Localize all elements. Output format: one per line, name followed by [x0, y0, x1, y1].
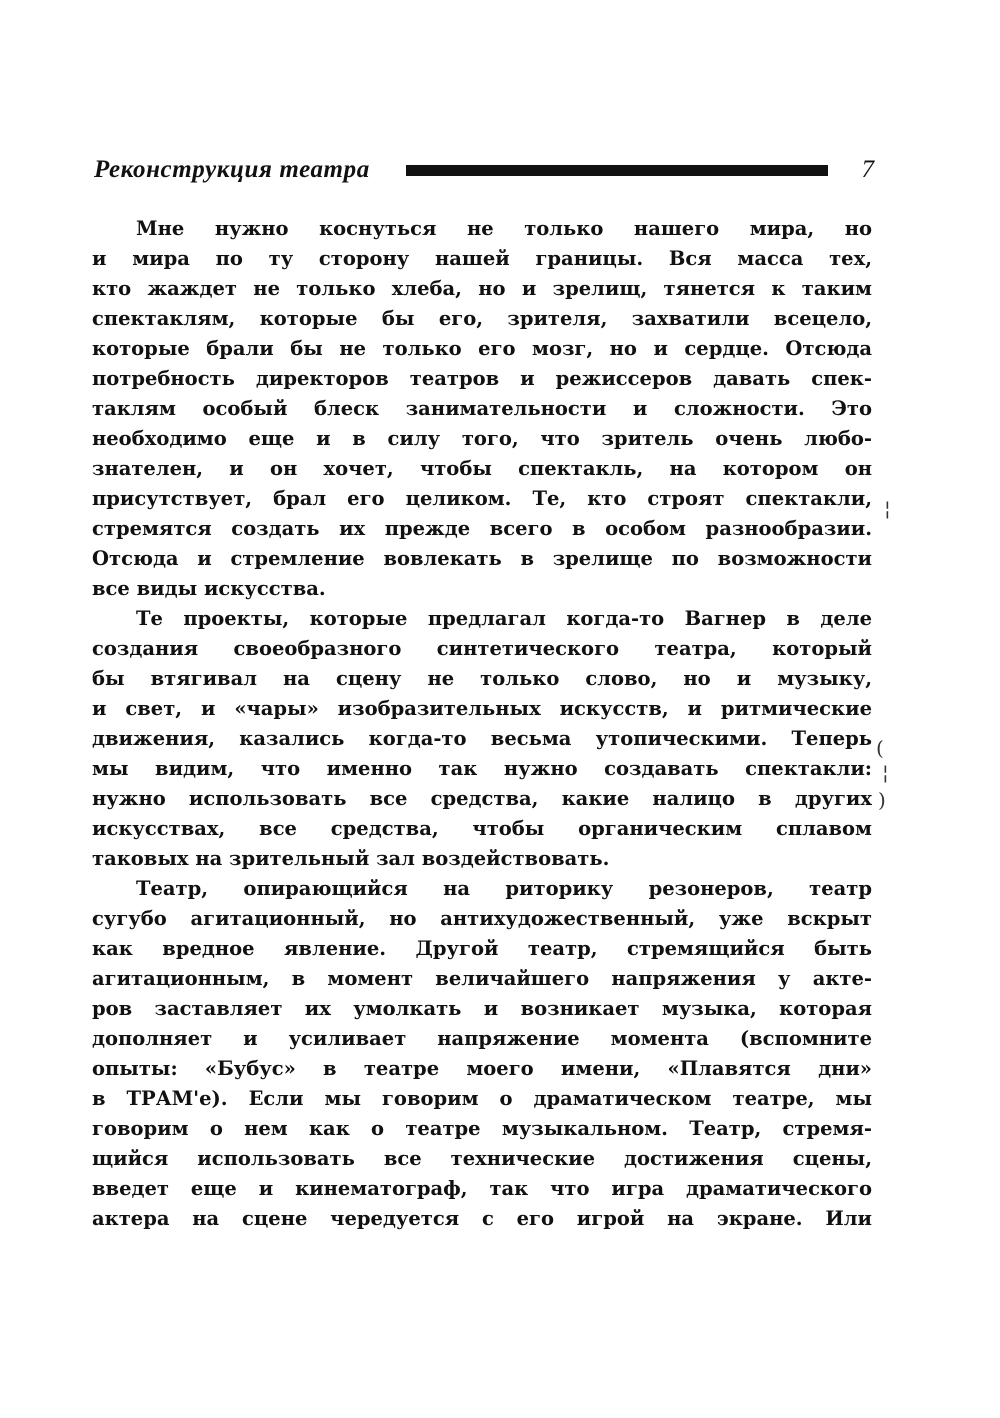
text-line: сугубо агитационный, но антихудожественный, уже вскрыт	[92, 907, 872, 930]
text-line: присутствует, брал его целиком. Те, кто строят спектакли,	[92, 487, 872, 510]
margin-mark: (	[876, 736, 884, 760]
text-line: агитационным, в момент величайшего напряжения у акте-	[92, 967, 872, 990]
text-line: щийся использовать все технические достижения сцены,	[92, 1147, 872, 1170]
text-line: говорим о нем как о театре музыкальном. Театр, стремя-	[92, 1117, 872, 1140]
text-line: таклям особый блеск занимательности и сложности. Это	[92, 397, 872, 420]
text-line: таковых на зрительный зал воздействовать.	[92, 847, 610, 870]
text-line: и свет, и «чары» изобразительных искусств, и ритмические	[92, 697, 872, 720]
text-line: все виды искусства.	[92, 577, 326, 600]
text-line: движения, казались когда-то весьма утопическими. Теперь	[92, 727, 872, 750]
text-line: дополняет и усиливает напряжение момента (вспомните	[92, 1027, 872, 1050]
text-line: которые брали бы не только его мозг, но и сердце. Отсюда	[92, 337, 872, 360]
text-line: как вредное явление. Другой театр, стремящийся быть	[92, 937, 872, 960]
text-line: бы втягивал на сцену не только слово, но и музыку,	[92, 667, 872, 690]
text-line: и мира по ту сторону нашей границы. Вся масса тех,	[92, 247, 872, 270]
text-line: знателен, и он хочет, чтобы спектакль, на котором он	[92, 457, 872, 480]
margin-mark: ¦	[884, 496, 891, 520]
text-line: мы видим, что именно так нужно создавать спектакли:	[92, 757, 872, 780]
text-line: ров заставляет их умолкать и возникает музыка, которая	[92, 997, 872, 1020]
margin-mark: ¦	[882, 760, 889, 784]
text-line: Мне нужно коснуться не только нашего мира, но	[136, 217, 872, 240]
text-line: потребность директоров театров и режиссеров давать спек-	[92, 367, 872, 390]
margin-mark: )	[878, 788, 886, 812]
text-line: Отсюда и стремление вовлекать в зрелище по возможности	[92, 547, 872, 570]
text-line: создания своеобразного синтетического театра, который	[92, 637, 872, 660]
text-line: введет еще и кинематограф, так что игра драматического	[92, 1177, 872, 1200]
running-title: Реконструкция театра	[94, 156, 370, 183]
text-line: необходимо еще и в силу того, что зритель очень любо-	[92, 427, 872, 450]
text-line: кто жаждет не только хлеба, но и зрелищ, тянется к таким	[92, 277, 872, 300]
text-line: искусствах, все средства, чтобы органическим сплавом	[92, 817, 872, 840]
text-line: актера на сцене чередуется с его игрой на экране. Или	[92, 1207, 872, 1230]
text-line: Те проекты, которые предлагал когда-то Вагнер в деле	[136, 607, 872, 630]
text-line: Театр, опирающийся на риторику резонеров, театр	[136, 877, 872, 900]
text-line: стремятся создать их прежде всего в особом разнообразии.	[92, 517, 872, 540]
text-line: нужно использовать все средства, какие налицо в других	[92, 787, 872, 810]
running-head	[94, 152, 874, 188]
body-text	[92, 214, 872, 1234]
text-line: спектаклям, которые бы его, зрителя, захватили всецело,	[92, 307, 872, 330]
header-rule	[406, 165, 828, 176]
page-number: 7	[861, 156, 874, 183]
text-line: в ТРАМ'е). Если мы говорим о драматическом театре, мы	[92, 1087, 872, 1110]
text-line: опыты: «Бубус» в театре моего имени, «Плавятся дни»	[92, 1057, 872, 1080]
